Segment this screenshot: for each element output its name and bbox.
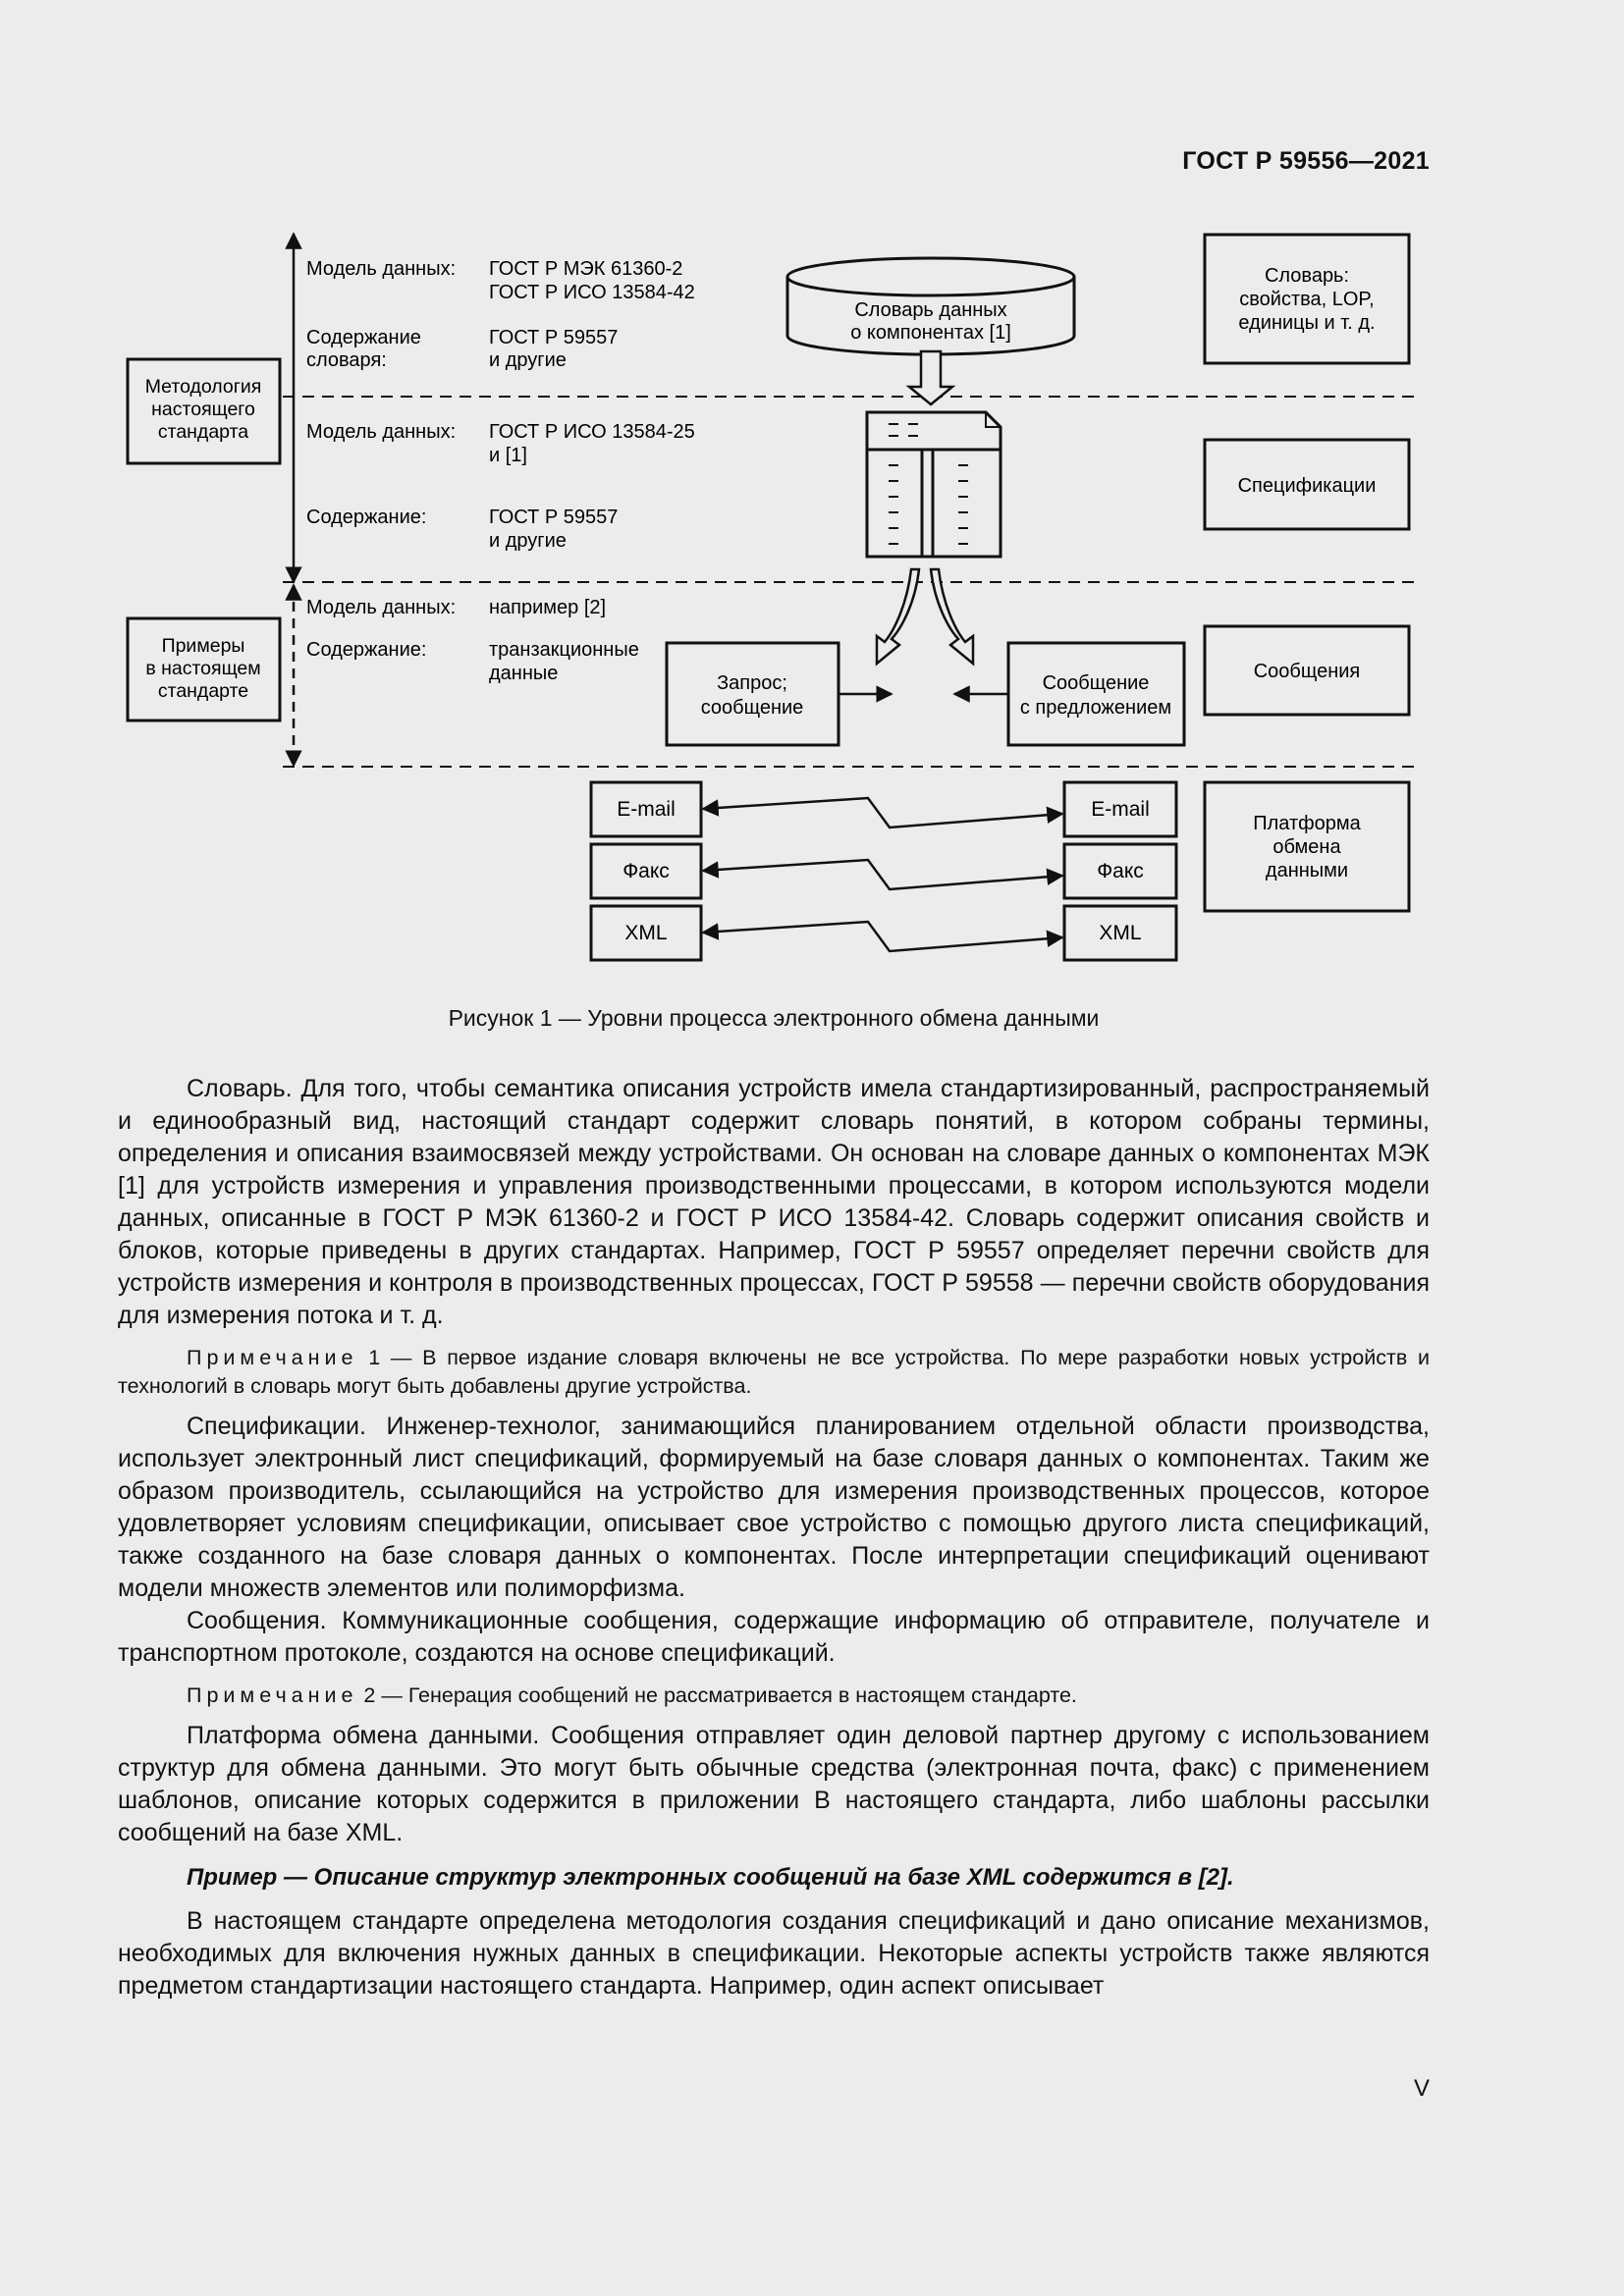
channel-email-right (1064, 782, 1176, 836)
channel-fax-right (1064, 844, 1176, 898)
messages-box-label: Сообщения (1253, 661, 1361, 682)
note-2 (118, 1682, 1430, 1710)
methodology-box (128, 359, 280, 463)
dictionary-box-line: единицы и т. д. (1238, 312, 1376, 334)
body-text (118, 1073, 1430, 2002)
platform-box-line: Платформа (1253, 813, 1361, 834)
offer-message-box (1008, 643, 1184, 745)
email-link-arrow (703, 798, 1062, 828)
platform-box-line: данными (1265, 860, 1349, 881)
row2-model-value: ГОСТ Р ИСО 13584-25 (489, 421, 695, 443)
note-1 (118, 1344, 1430, 1401)
row3-content-value: транзакционные (489, 639, 639, 661)
xml-link-arrow (703, 922, 1062, 951)
row3-model-label: Модель данных: (306, 597, 457, 618)
note-text: 1 — В первое издание словаря включены не все устройства. По мере разработки новых устройств и технологий в словарь могут быть добавлены другие устройства. (118, 1346, 1430, 1398)
row3-model-value: например [2] (489, 597, 607, 618)
note-text: 2 — Генерация сообщений не рассматривается в настоящем стандарте. (357, 1683, 1077, 1707)
request-box-line: сообщение (700, 697, 804, 719)
row2-model-value: и [1] (489, 445, 527, 466)
examples-box (128, 618, 280, 721)
channel-email-right-label: E-mail (1091, 798, 1150, 821)
channel-xml-right (1064, 906, 1176, 960)
fax-link-arrow (703, 860, 1062, 889)
right-box-specifications (1205, 440, 1409, 529)
channel-xml-left-label: XML (624, 922, 668, 944)
offer-box-line: Сообщение (1042, 672, 1150, 694)
paragraph-dictionary: Словарь. Для того, чтобы семантика описания устройств имела стандартизированный, распространяемый и единообразный вид, настоящий стандарт содержит словарь понятий, в котором собраны термины, определения и описания взаимосвязей между устройствами. Он основан на словаре данных о компонентах МЭК [1] для устройств измерения и управления производственными процессами, в котором используются модели данных, описанные в ГОСТ Р МЭК 61360-2 и ГОСТ Р ИСО 13584-42. Словарь содержит описания свойств и блоков, которые приведены в других стандартах. Например, ГОСТ Р 59557 определяет перечни свойств для устройств измерения и контроля в производственных процессах, ГОСТ Р 59558 — перечни свойств оборудования для измерения потока и т. д. (118, 1075, 1430, 1329)
paragraph-platform: Платформа обмена данными. Сообщения отправляет один деловой партнер другому с использованием структур для обмена данными. Это могут быть обычные средства (электронная почта, факс) с применением шаблонов, описание которых содержится в приложении В настоящего стандарта, либо шаблоны рассылки сообщений на базе XML. (118, 1722, 1430, 1846)
examples-label-line: в настоящем (145, 658, 261, 679)
paragraph-messages: Сообщения. Коммуникационные сообщения, содержащие информацию об отправителе, получателе и транспортном протоколе, создаются на основе спецификаций. (118, 1607, 1430, 1667)
channel-fax-right-label: Факс (1097, 860, 1144, 882)
examples-label-line: Примеры (161, 635, 245, 657)
offer-box-line: с предложением (1019, 697, 1172, 719)
channel-fax-left-label: Факс (623, 860, 670, 882)
dictionary-box-line: Словарь: (1264, 265, 1350, 287)
platform-box-line: обмена (1272, 836, 1341, 858)
row2-content-value: и другие (489, 530, 567, 552)
page-number: V (1413, 2075, 1430, 2102)
database-label-line: о компонентах [1] (850, 322, 1011, 344)
specification-sheet-icon (867, 412, 1001, 557)
figure-1-diagram (0, 0, 1624, 991)
channel-email-left (591, 782, 701, 836)
note-label: Примечание (187, 1683, 358, 1707)
channel-xml-left (591, 906, 701, 960)
methodology-label-line: настоящего (151, 399, 255, 420)
row1-content-value: ГОСТ Р 59557 (489, 327, 619, 348)
document-code-header: ГОСТ Р 59556—2021 (1182, 147, 1430, 175)
row1-content-label: словаря: (306, 349, 387, 371)
example-line: Пример — Описание структур электронных сообщений на базе XML содержится в [2]. (187, 1864, 1234, 1891)
database-label-line: Словарь данных (854, 299, 1007, 321)
request-box-line: Запрос; (717, 672, 787, 694)
specifications-box-label: Спецификации (1237, 475, 1377, 497)
row2-model-label: Модель данных: (306, 421, 457, 443)
note-label: Примечание (187, 1346, 358, 1369)
paragraph-methodology: В настоящем стандарте определена методология создания спецификаций и дано описание механизмов, необходимых для включения нужных данных в спецификации. Некоторые аспекты устройств также являются предметом стандартизации настоящего стандарта. Например, один аспект описывает (118, 1907, 1430, 2000)
channel-fax-left (591, 844, 701, 898)
paragraph-specifications: Спецификации. Инженер-технолог, занимающийся планированием отдельной области производства, использует электронный лист спецификаций, формируемый на базе словаря данных о компонентах. Таким же образом производитель, ссылающийся на устройство для измерения производственных процессов, которое удовлетворяет условиям спецификации, описывает свое устройство с помощью другого листа спецификаций, также созданного на базе словаря данных о компонентах. После интерпретации спецификаций оценивают модели множеств элементов или полиморфизма. (118, 1413, 1430, 1602)
row3-content-label: Содержание: (306, 639, 427, 661)
dictionary-box-line: свойства, LOP, (1239, 289, 1375, 310)
row2-content-value: ГОСТ Р 59557 (489, 507, 619, 528)
right-box-dictionary (1205, 235, 1409, 363)
channel-email-left-label: E-mail (617, 798, 676, 821)
channel-xml-right-label: XML (1099, 922, 1142, 944)
methodology-label-line: Методология (144, 376, 262, 398)
row1-content-value: и другие (489, 349, 567, 371)
methodology-label-line: стандарта (157, 421, 249, 443)
examples-label-line: стандарте (157, 680, 249, 702)
dictionary-database-cylinder (787, 258, 1074, 354)
right-box-messages (1205, 626, 1409, 715)
row1-content-label: Содержание (306, 327, 421, 348)
row2-content-label: Содержание: (306, 507, 427, 528)
sheet-split-arrow-left (877, 569, 919, 664)
right-box-platform (1205, 782, 1409, 911)
row1-model-value: ГОСТ Р ИСО 13584-42 (489, 282, 695, 303)
row1-model-label: Модель данных: (306, 258, 457, 280)
request-message-box (667, 643, 839, 745)
row3-content-value: данные (489, 663, 559, 684)
sheet-split-arrow-right (931, 569, 973, 664)
figure-caption: Рисунок 1 — Уровни процесса электронного обмена данными (448, 1005, 1100, 1031)
row1-model-value: ГОСТ Р МЭК 61360-2 (489, 258, 683, 280)
